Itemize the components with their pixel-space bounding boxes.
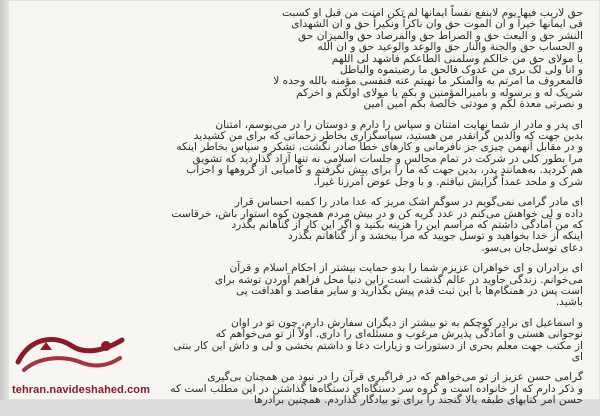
text-line: داده و لی خواهش می‌کنم در عدد گریه کن و در بیش مردم همچون کوه استوار باش، خرقاست bbox=[171, 207, 583, 220]
text-line: فالمعروف ما امرتم به والمنکر ما نهیتم عنه فنفسی مؤمنه بالله وحده لا bbox=[273, 75, 583, 88]
scan-edge bbox=[0, 0, 8, 400]
text-line: حسن امر کتابهای طبقه بالا گنجند را برای تو بیادگار گذاردم. همچنین برادرها bbox=[253, 394, 583, 407]
text-line: ای برادران و ای خواهران عزیزم شما را بدو حمایت بیشتر از احکام اسلام و قرآن bbox=[229, 262, 583, 275]
watermark-url: tehran.navideshahed.com bbox=[12, 384, 151, 396]
text-line: که من آمادگی داشتم که مراسم این را هزینه بکنید و اگر این کار از گناهانم بگذرد bbox=[231, 218, 583, 231]
text-line: ای پدر و مادر از شما نهایت امتنان و سپاس را دارم و دوستان را در می‌بوسم، امتنان bbox=[215, 118, 583, 131]
text-line: می‌خوانم. زندگی جاوید در عالم گذشت است زاین دنیا محل فراهم آوردن توشه برای bbox=[214, 273, 583, 286]
text-line: ای bbox=[571, 350, 583, 363]
text-line: و الحساب حق والجنة والنار حق والوعد والوعید حق و ان الله bbox=[317, 41, 583, 54]
text-line: شریک له و برسوله و بامیرالمؤمنین و بکم یا مولای اولکم و اخرکم bbox=[296, 86, 583, 99]
text-line: اینکه از خدا بخواهید و توسل جویید که مرا ببخشد و از گناهانم بگذرد bbox=[287, 230, 583, 243]
text-line: گرامی حسن عزیز از تو می‌خواهم که در فراگیری قرآن را در نبود من همچنان بی‌گیری bbox=[207, 371, 583, 384]
text-line: و انا ولی لک بری من عدوک فالحق ما رضیتموه والباطل bbox=[339, 64, 583, 77]
text-line: و ذکر دارم که از خانواده است و گروه سر دستگاه‌ای دستگاه‌ها گذاشتن در این مطلب است که bbox=[170, 382, 583, 395]
text-line: دعای توسل‌جان بی‌سو. bbox=[481, 241, 583, 254]
text-line: بدین جهت که والدین گرانقدر من هستید، سپاسگزاری بخاطر زحماتی که برای من کشیدید bbox=[193, 130, 583, 143]
text-line: مرا بطور کلی در شرکت در تمام مجالس و جلسات اسلامی نه تنها آزاد گذاردید که تشویق bbox=[192, 152, 583, 165]
paragraph-1 bbox=[78, 8, 583, 111]
text-line: النشر حق و البعث حق و الصراط حق والمرصاد حق والمیزان حق bbox=[297, 29, 583, 42]
paragraph-2 bbox=[78, 120, 583, 188]
text-line: فی ایمانها خیراً و ان الموت حق وان ناکراً ونکیراً حق و ان الشهدای bbox=[291, 18, 583, 31]
paragraph-6 bbox=[78, 372, 583, 406]
paragraph-3 bbox=[78, 197, 583, 254]
text-line: هم کردید. به‌همانند پدر، بدین جهت که ما را برای پیش نگرفتم و کامیابی از گروهها و احزاب bbox=[186, 164, 583, 177]
navideshahed-logo bbox=[10, 332, 130, 378]
text-line: شرک و ملحد عمداً گرایش نیافتم. و با وجل عوض آمرزنا غیراً. bbox=[313, 175, 583, 188]
text-line: یا مولای حق من خالکم وسلمنی الطاعکم فاشهد لی اللهم bbox=[331, 52, 583, 65]
text-line: نوجوانی هستی و آمادگی پذیرش مرغوب و مسئله‌ای را داری. اولاً از تو می‌خواهم که bbox=[215, 328, 583, 341]
paragraph-4 bbox=[78, 263, 583, 309]
text-line: ای مادر گرامی نمی‌گویم در سوگم اشک مریز که عدا مادر را کمبه احساس قرار bbox=[234, 196, 583, 209]
text-line: و در مقابل آنهمن چیزی جز نافرمانی و کارهای خطا صادر نگشت، تشکر و سپاس بخاطر اینکه bbox=[176, 141, 583, 154]
paragraph-5 bbox=[78, 318, 583, 364]
text-line: حق لاریب فیها یوم لاینفع نفساً ایمانها لم تکن امنت من قبل او کسبت bbox=[281, 7, 583, 19]
text-line: و اسماعیل ای برادر کوچکم به تو بیشتر از دیگران سفارش دارم، چون تو در اوان bbox=[230, 316, 583, 329]
text-line: باشید. bbox=[555, 296, 583, 309]
handwritten-text-body bbox=[78, 8, 583, 416]
text-line: است پس در همنگام‌ها با این ثبت قدم پیش بگذارید و سایر مقاصد و اهدافت پی bbox=[235, 284, 583, 297]
text-line: و نصرتی معدة لکم و مودتی خالصة بکم آمین آمین bbox=[363, 98, 583, 111]
text-line: از مکتب جهت معلم بحری از دستورات و زیارات دعا و داشتم بخشی و لی و داش این کار بنتی bbox=[173, 339, 583, 352]
